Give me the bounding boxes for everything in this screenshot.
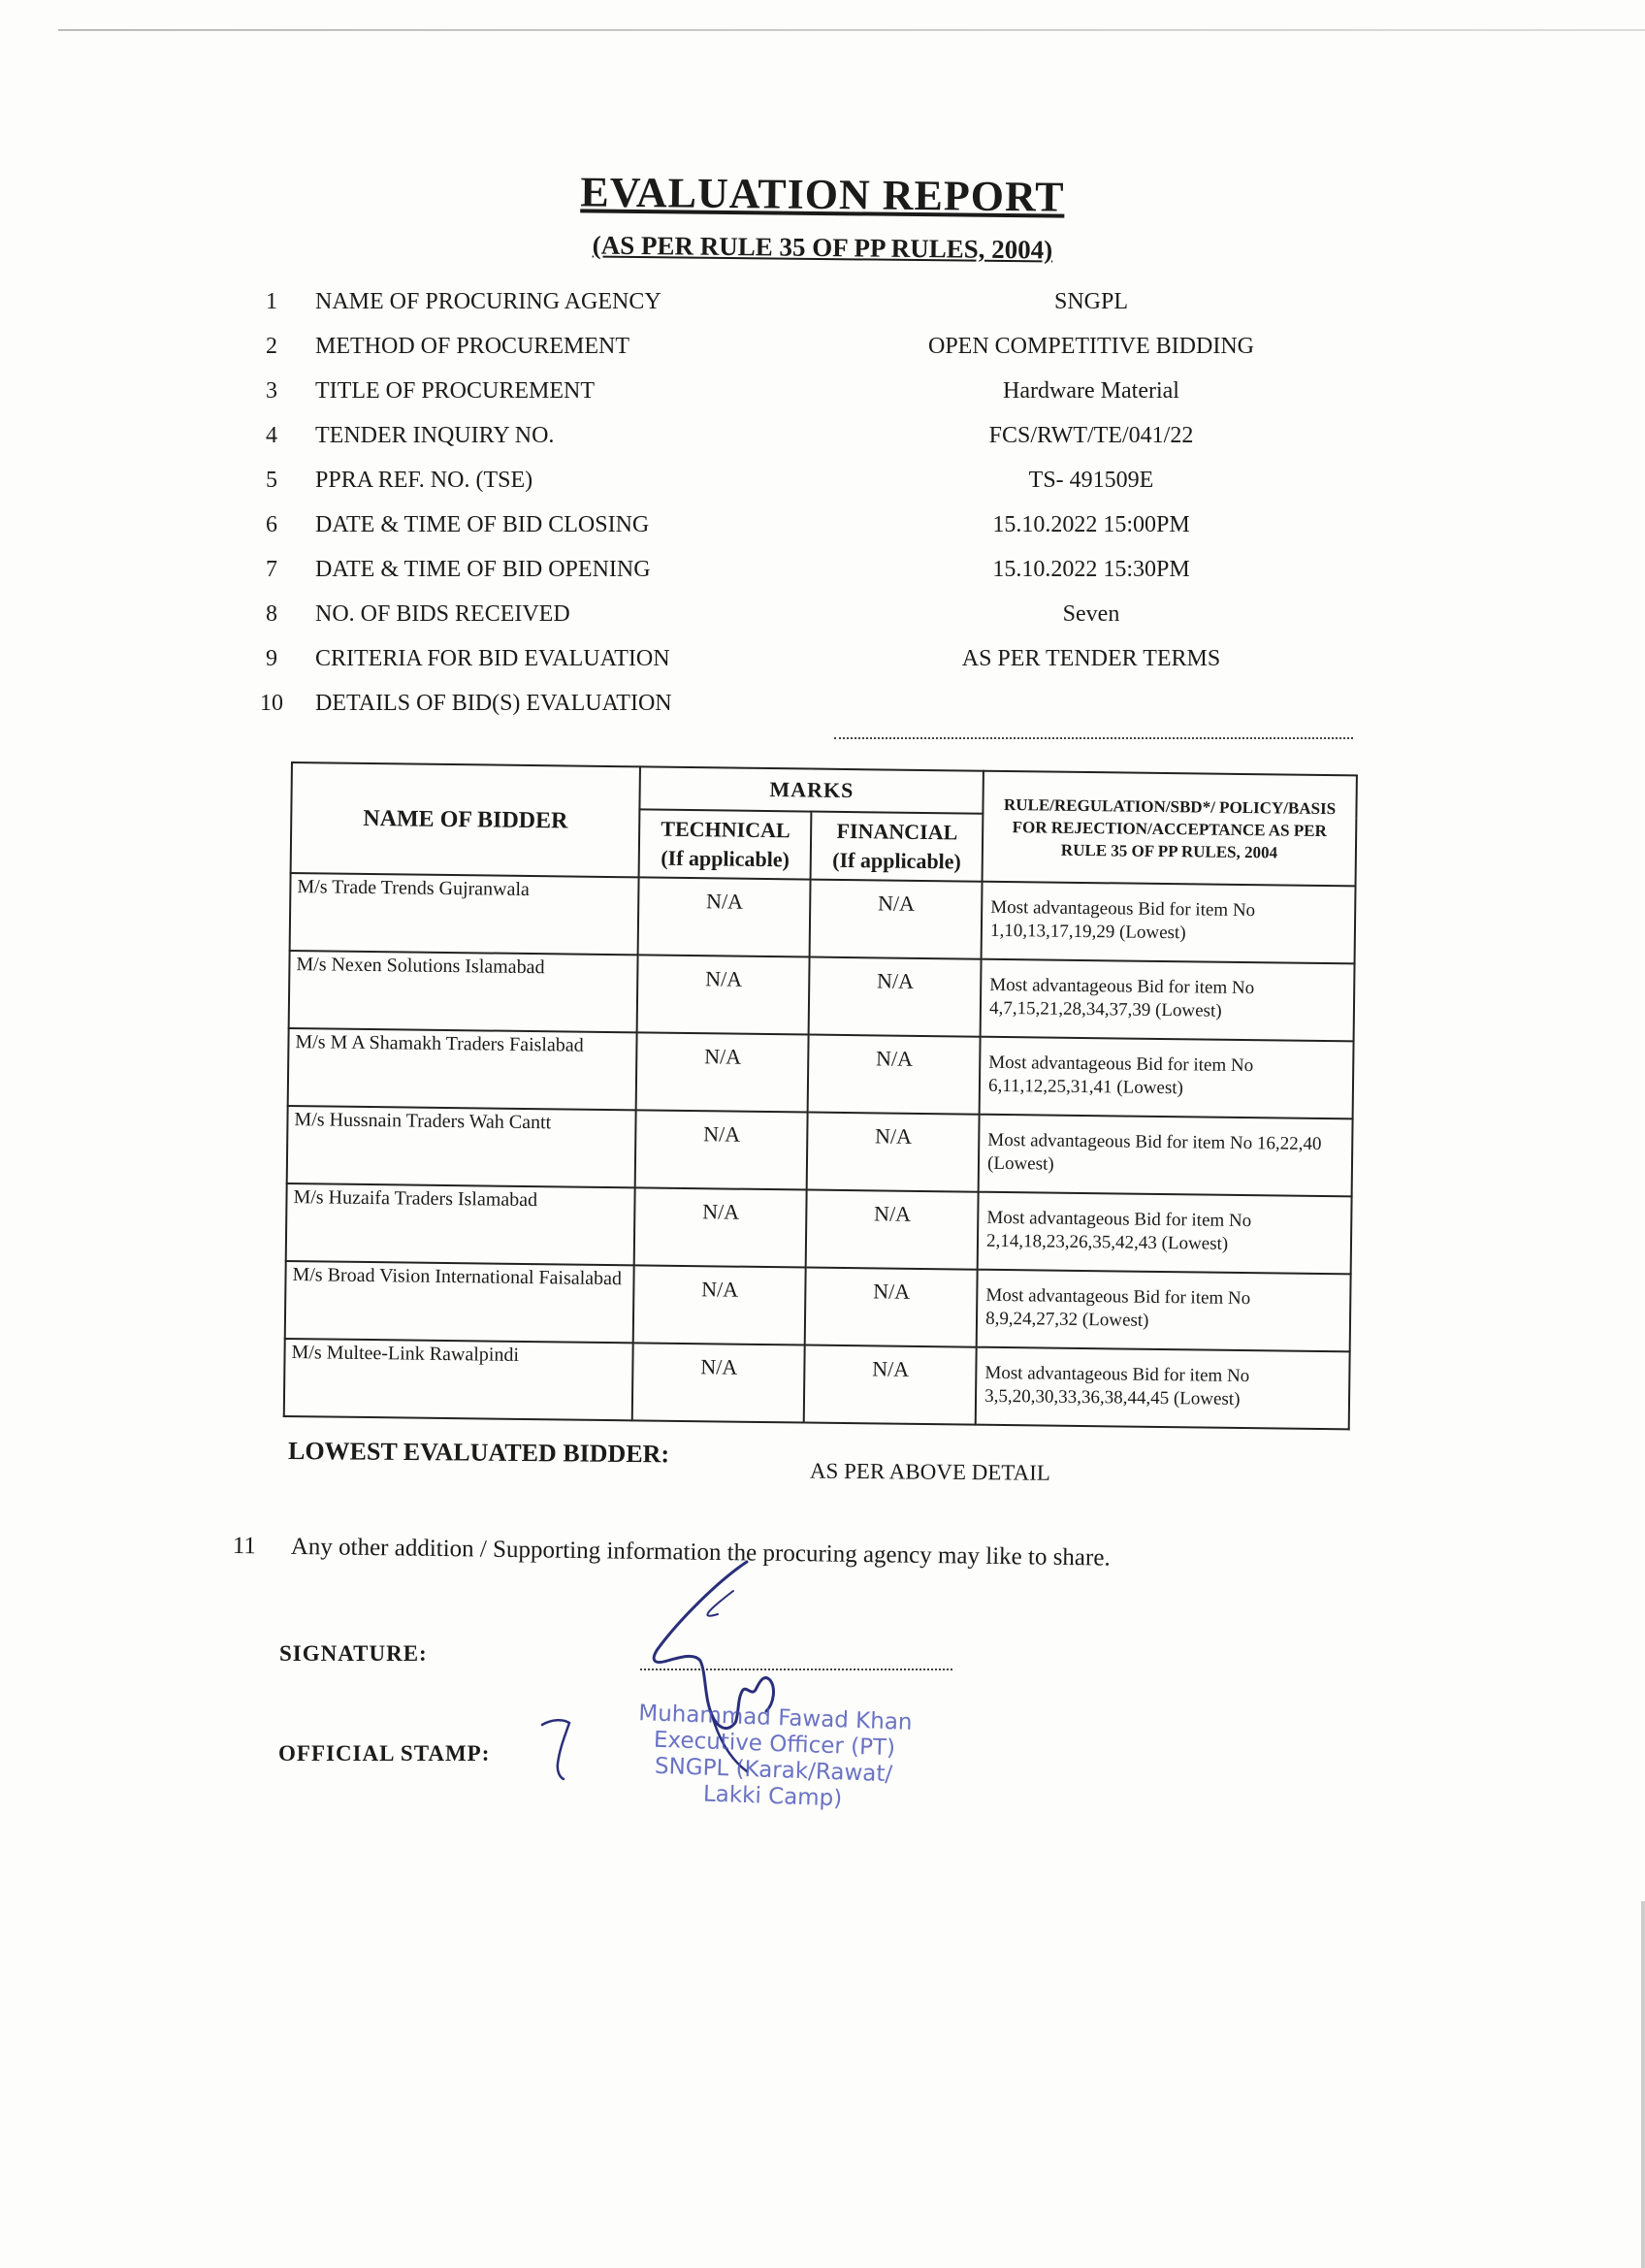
bidder-name: M/s Huzaifa Traders Islamabad [286, 1183, 635, 1265]
column-header-bidder: NAME OF BIDDER [291, 762, 641, 877]
supporting-info [232, 1533, 1397, 1571]
info-number: 7 [266, 557, 277, 582]
remark: Most advantageous Bid for item No 1,10,13,17,19,29 (Lowest) [982, 882, 1356, 964]
column-header-financial [811, 812, 984, 882]
info-value: 15.10.2022 15:00PM [992, 512, 1190, 537]
info-row [247, 512, 1411, 557]
financial-mark: N/A [806, 1190, 979, 1270]
financial-sublabel: (If applicable) [832, 847, 962, 874]
technical-mark: N/A [637, 955, 810, 1034]
info-value: TS- 491509E [1028, 468, 1154, 493]
info-value: FCS/RWT/TE/041/22 [988, 423, 1194, 448]
info-row [247, 557, 1411, 601]
financial-mark: N/A [807, 1113, 980, 1192]
bidder-name: M/s Multee-Link Rawalpindi [284, 1339, 633, 1420]
info-label: CRITERIA FOR BID EVALUATION [315, 646, 670, 671]
stamp-line: Executive Officer (PT) [653, 1727, 896, 1762]
info-row [247, 334, 1411, 378]
info-number: 4 [266, 423, 277, 448]
scan-edge [1641, 1901, 1645, 2268]
technical-mark: N/A [634, 1187, 807, 1267]
info-row [247, 691, 1411, 735]
financial-mark: N/A [808, 1035, 981, 1115]
table-row [285, 1261, 1351, 1351]
stamp-line: SNGPL (Karak/Rawat/ [654, 1753, 893, 1788]
info-value: OPEN COMPETITIVE BIDDING [928, 334, 1254, 359]
official-stamp [617, 1700, 931, 1815]
remark: Most advantageous Bid for item No 16,22,40 (Lowest) [979, 1115, 1353, 1197]
bidder-name: M/s M A Shamakh Traders Faislabad [288, 1028, 637, 1110]
bidder-name: M/s Trade Trends Gujranwala [290, 873, 639, 955]
info-row [247, 601, 1411, 646]
report-subtitle: (AS PER RULE 35 OF PP RULES, 2004) [592, 230, 1053, 265]
info-row [247, 423, 1411, 468]
info-label: TENDER INQUIRY NO. [315, 423, 555, 448]
lowest-bidder-label: LOWEST EVALUATED BIDDER: [287, 1436, 670, 1469]
remark: Most advantageous Bid for item No 3,5,20,30,33,36,38,44,45 (Lowest) [976, 1347, 1350, 1430]
info-label: DATE & TIME OF BID CLOSING [315, 512, 650, 537]
stamp-line: Muhammad Fawad Khan [637, 1701, 913, 1735]
bidder-name: M/s Broad Vision International Faisalabad [285, 1261, 634, 1343]
bidder-name: M/s Nexen Solutions Islamabad [289, 951, 638, 1032]
remark: Most advantageous Bid for item No 6,11,12,25,31,41 (Lowest) [980, 1037, 1354, 1119]
info-label: NO. OF BIDS RECEIVED [315, 601, 570, 627]
signature-label: SIGNATURE: [279, 1641, 428, 1666]
technical-mark: N/A [632, 1343, 805, 1422]
remark: Most advantageous Bid for item No 8,9,24,27,32 (Lowest) [977, 1270, 1351, 1352]
report-title: EVALUATION REPORT [580, 168, 1065, 221]
supporting-info-number: 11 [232, 1533, 257, 1560]
info-label: TITLE OF PROCUREMENT [315, 378, 595, 404]
info-row [247, 289, 1411, 334]
financial-label: FINANCIAL [836, 818, 958, 845]
info-value: Hardware Material [1003, 378, 1179, 404]
stamp-line: Lakki Camp) [702, 1781, 843, 1812]
info-value: 15.10.2022 15:30PM [992, 557, 1190, 582]
info-number: 10 [260, 691, 283, 716]
info-label: PPRA REF. NO. (TSE) [315, 468, 533, 493]
info-label: DATE & TIME OF BID OPENING [315, 557, 651, 582]
financial-mark: N/A [809, 957, 982, 1037]
remark: Most advantageous Bid for item No 4,7,15,21,28,34,37,39 (Lowest) [981, 959, 1355, 1042]
table-row [284, 1339, 1350, 1429]
info-label: NAME OF PROCURING AGENCY [315, 289, 661, 314]
info-number: 2 [266, 334, 277, 359]
technical-label: TECHNICAL [661, 816, 790, 843]
column-header-marks: MARKS [640, 766, 984, 813]
dotted-line [834, 737, 1353, 739]
table-row [289, 951, 1355, 1041]
technical-sublabel: (If applicable) [661, 845, 790, 872]
info-row [247, 378, 1411, 423]
info-label: METHOD OF PROCUREMENT [315, 334, 630, 359]
technical-mark: N/A [633, 1265, 806, 1345]
handwritten-mark-icon [538, 1715, 577, 1783]
financial-mark: N/A [804, 1345, 977, 1425]
info-number: 1 [266, 289, 277, 314]
table-row [290, 873, 1356, 963]
info-number: 6 [266, 512, 277, 537]
technical-mark: N/A [636, 1032, 809, 1112]
info-number: 8 [266, 601, 277, 627]
supporting-info-text: Any other addition / Supporting information the procuring agency may like to share. [290, 1533, 1111, 1571]
remark: Most advantageous Bid for item No 2,14,18,23,26,35,42,43 (Lowest) [978, 1192, 1352, 1275]
technical-mark: N/A [635, 1110, 808, 1189]
financial-mark: N/A [810, 880, 983, 959]
info-number: 5 [266, 468, 277, 493]
info-value: Seven [1062, 601, 1120, 627]
info-row [247, 646, 1411, 691]
info-list [247, 289, 1411, 735]
scan-edge [58, 29, 1645, 31]
bidder-name: M/s Hussnain Traders Wah Cantt [287, 1106, 636, 1187]
info-value: SNGPL [1053, 289, 1129, 314]
info-number: 3 [266, 378, 277, 404]
info-label: DETAILS OF BID(S) EVALUATION [315, 691, 672, 716]
financial-mark: N/A [805, 1268, 978, 1347]
info-number: 9 [266, 646, 277, 671]
table-row [288, 1028, 1354, 1118]
info-row [247, 468, 1411, 512]
lowest-bidder-value: AS PER ABOVE DETAIL [809, 1458, 1050, 1485]
column-header-technical [639, 809, 812, 879]
bid-evaluation-table [283, 761, 1358, 1430]
info-value: AS PER TENDER TERMS [961, 646, 1221, 671]
lowest-bidder-section [288, 1437, 1413, 1485]
technical-mark: N/A [638, 877, 811, 956]
column-header-rule: RULE/REGULATION/SBD*/ POLICY/BASIS FOR REJECTION/ACCEPTANCE AS PER RULE 35 OF PP RULES, 2004 [983, 771, 1357, 887]
official-stamp-label: OFFICIAL STAMP: [278, 1741, 491, 1766]
table-row [287, 1106, 1353, 1196]
table-row [286, 1183, 1352, 1274]
